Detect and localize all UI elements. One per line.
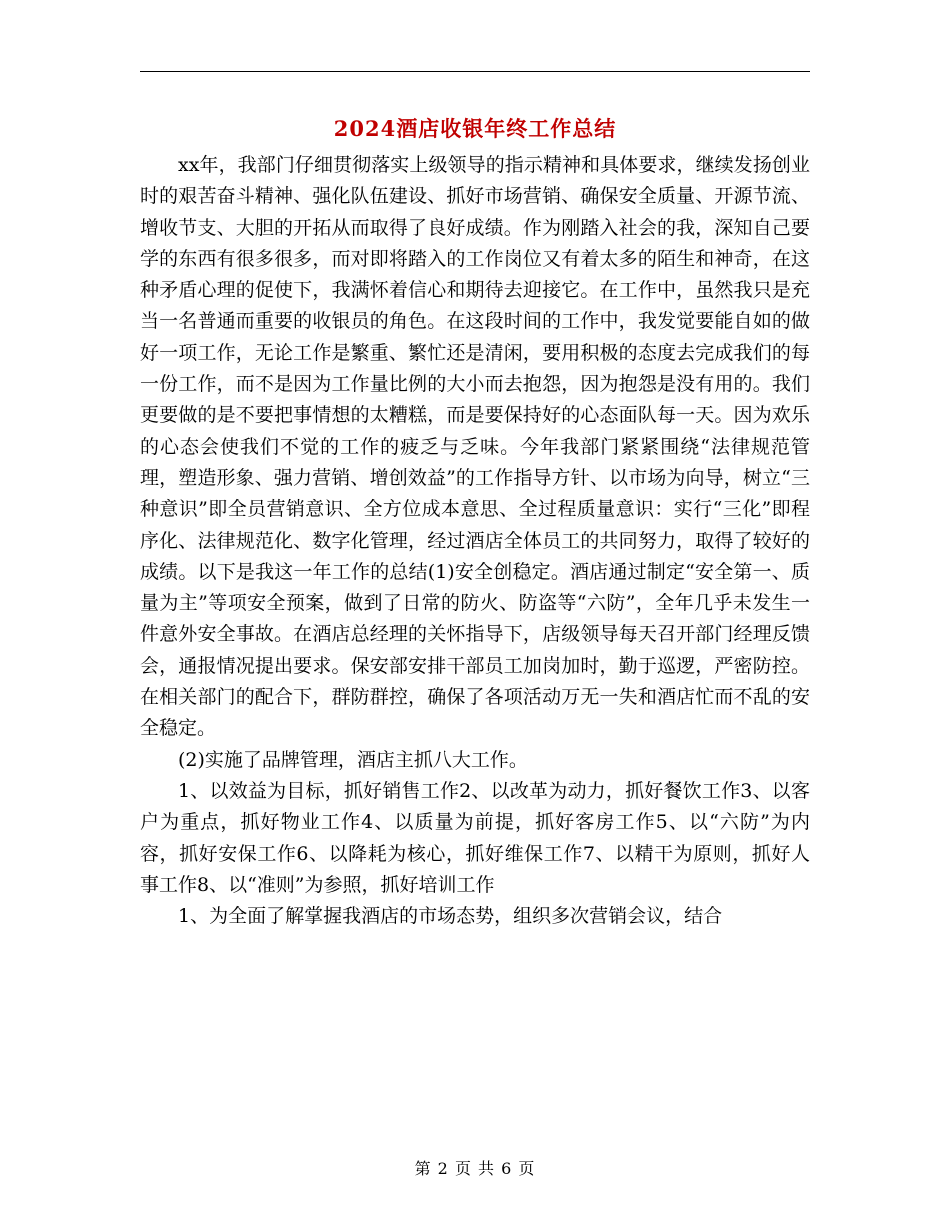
paragraph-4: 1、为全面了解掌握我酒店的市场态势，组织多次营销会议，结合 <box>178 905 723 928</box>
header-rule <box>140 71 810 72</box>
page-number: 第 2 页 共 6 页 <box>414 1159 536 1178</box>
paragraph-2: (2)实施了品牌管理，酒店主抓八大工作。 <box>178 748 528 771</box>
document-title: 2024酒店收银年终工作总结 <box>333 116 617 141</box>
paragraph-1: xx年，我部门仔细贯彻落实上级领导的指示精神和具体要求，继续发扬创业时的艰苦奋斗精神、强化队伍建设、抓好市场营销、确保安全质量、开源节流、增收节支、大胆的开拓从而取得了良好成绩。作为刚踏入社会的我，深知自己要学的东西有很多很多，而对即将踏入的工作岗位又有着太多的陌生和神奇，在这种矛盾心理的促使下，我满怀着信心和期待去迎接它。在工作中，虽然我只是充当一名普通而重要的收银员的角色。在这段时间的工作中，我发觉要能自如的做好一项工作，无论工作是繁重、繁忙还是清闲，要用积极的态度去完成我们的每一份工作，而不是因为工作量比例的大小而去抱怨，因为抱怨是没有用的。我们更要做的是不要把事情想的太糟糕，而是要保持好的心态面队每一天。因为欢乐的心态会使我们不觉的工作的疲乏与乏味。今年我部门紧紧围绕“法律规范管理，塑造形象、强力营销、增创效益”的工作指导方针、以市场为向导，树立“三种意识”即全员营销意识、全方位成本意思、全过程质量意识：实行“三化”即程序化、法律规范化、数字化管理，经过酒店全体员工的共同努力，取得了较好的成绩。以下是我这一年工作的总结(1)安全创稳定。酒店通过制定“安全第一、质量为主”等项安全预案，做到了日常的防火、防盗等“六防”，全年几乎未发生一件意外安全事故。在酒店总经理的关怀指导下，店级领导每天召开部门经理反馈会，通报情况提出要求。保安部安排干部员工加岗加时，勤于巡逻，严密防控。在相关部门的配合下，群防群控，确保了各项活动万无一失和酒店忙而不乱的安全稳定。 <box>140 154 810 740</box>
document-body <box>140 150 810 932</box>
paragraph-3: 1、以效益为目标，抓好销售工作2、以改革为动力，抓好餐饮工作3、以客户为重点，抓好物业工作4、以质量为前提，抓好客房工作5、以“六防”为内容，抓好安保工作6、以降耗为核心，抓好维保工作7、以精干为原则，抓好人事工作8、以“准则”为参照，抓好培训工作 <box>140 779 810 896</box>
